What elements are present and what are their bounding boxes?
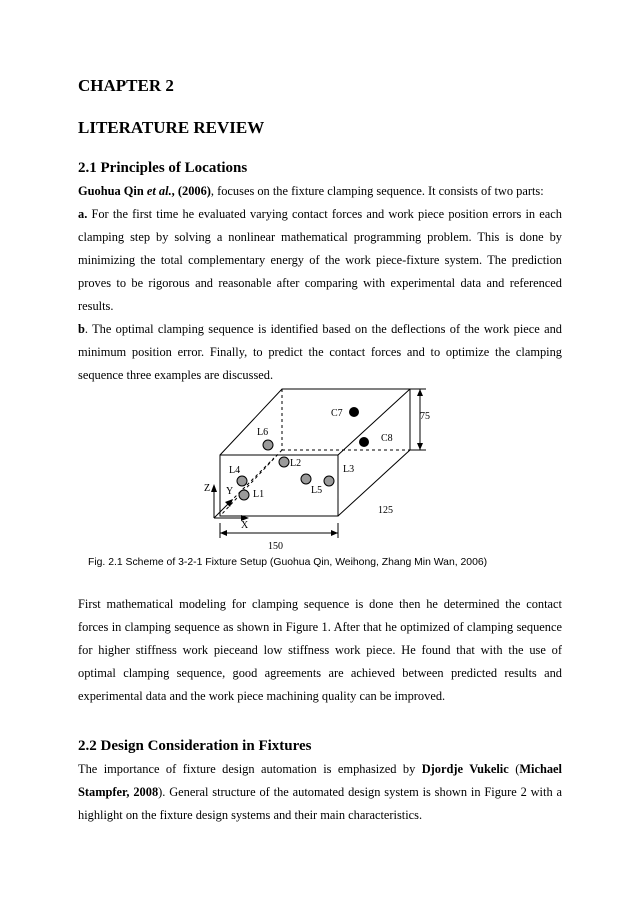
label-l4: L4 [229, 465, 241, 476]
s2-text-before: The importance of fixture design automation is emphasized by [78, 762, 422, 776]
label-c8: C8 [381, 433, 393, 444]
chapter-label: CHAPTER 2 [78, 76, 174, 95]
s2-text-after: . General structure of the automated design system is shown in Figure 2 with a highlight on the fixture design systems and their main characteristics. [78, 785, 562, 822]
locator-l3-icon [324, 476, 334, 486]
s2-author-1: Djordje Vukelic [421, 762, 509, 776]
label-x: X [241, 520, 249, 531]
z-arrow-icon [211, 484, 217, 492]
author-name: Guohua Qin [78, 184, 144, 198]
figure-caption: Fig. 2.1 Scheme of 3-2-1 Fixture Setup (Guohua Qin, Weihong, Zhang Min Wan, 2006) [88, 557, 488, 568]
label-dim-width: 150 [268, 541, 283, 552]
fixture-setup-figure [200, 378, 460, 554]
s2-paren-close: ) [158, 785, 163, 799]
paragraph-modeling [78, 593, 562, 708]
part-a-paragraph [78, 203, 562, 318]
label-dim-depth: 125 [378, 505, 393, 516]
section-2-1 [78, 158, 562, 387]
label-l6: L6 [257, 427, 269, 438]
part-a-label: a. [78, 207, 88, 221]
dim-arrow-icon [331, 530, 338, 536]
section-2-2-heading: 2.2 Design Consideration in Fixtures [78, 738, 312, 754]
s2-paren-open: ( [508, 762, 520, 776]
part-b-label: b [78, 322, 85, 336]
dim-arrow-icon [417, 443, 423, 450]
label-dim-height: 75 [420, 411, 430, 422]
intro-text: , focuses on the fixture clamping sequence. It consists of two parts: [210, 184, 544, 198]
label-l3: L3 [343, 464, 355, 475]
label-z: Z [204, 483, 211, 494]
clamp-c7-icon [349, 407, 359, 417]
locator-l2-icon [279, 457, 289, 467]
part-b-paragraph [78, 318, 562, 387]
label-c7: C7 [331, 408, 343, 419]
label-l1: L1 [253, 489, 265, 500]
s2-author-2: Michael Stampfer, 2008 [78, 762, 562, 799]
label-l5: L5 [311, 485, 323, 496]
locator-l5-icon [301, 474, 311, 484]
locator-l4-icon [237, 476, 247, 486]
chapter-title: LITERATURE REVIEW [78, 118, 265, 137]
dim-arrow-icon [417, 389, 423, 396]
part-a-text: For the first time he evaluated varying contact forces and work piece position errors in each clamping step by solving a nonlinear mathematical programming problem. This is done by minimizing the total complementary energy of the work piece-fixture system. The prediction proves to be rigorous and reasonable after comparing with experimental data and referenced results. [78, 207, 562, 313]
locator-l6-icon [263, 440, 273, 450]
locator-l1-icon [239, 490, 249, 500]
year: , (2006) [171, 184, 211, 198]
intro-paragraph [78, 180, 562, 203]
box-top-face [220, 389, 410, 455]
clamp-c8-icon [359, 437, 369, 447]
label-y: Y [226, 486, 234, 497]
dim-arrow-icon [220, 530, 227, 536]
section-2-2-paragraph [78, 758, 562, 827]
et-al: et al. [146, 184, 172, 198]
section-2-2 [78, 735, 562, 827]
label-l2: L2 [290, 458, 302, 469]
box-right-face [338, 389, 410, 516]
section-2-1-heading: 2.1 Principles of Locations [78, 160, 248, 176]
modeling-text: First mathematical modeling for clamping sequence is done then he determined the contact forces in clamping sequence as shown in Figure 1. After that he optimized of clamping sequence for higher stiffness work pieceand low stiffness work piece. He found that with the use of optimal clamping sequence, good agreements are achieved between predicted results and experimental data and the work piece machining quality can be improved. [78, 597, 562, 703]
part-b-text: . The optimal clamping sequence is identified based on the deflections of the work piece and minimum position error. Finally, to predict the contact forces and to optimize the clamping sequence three examples are discussed. [78, 322, 562, 382]
